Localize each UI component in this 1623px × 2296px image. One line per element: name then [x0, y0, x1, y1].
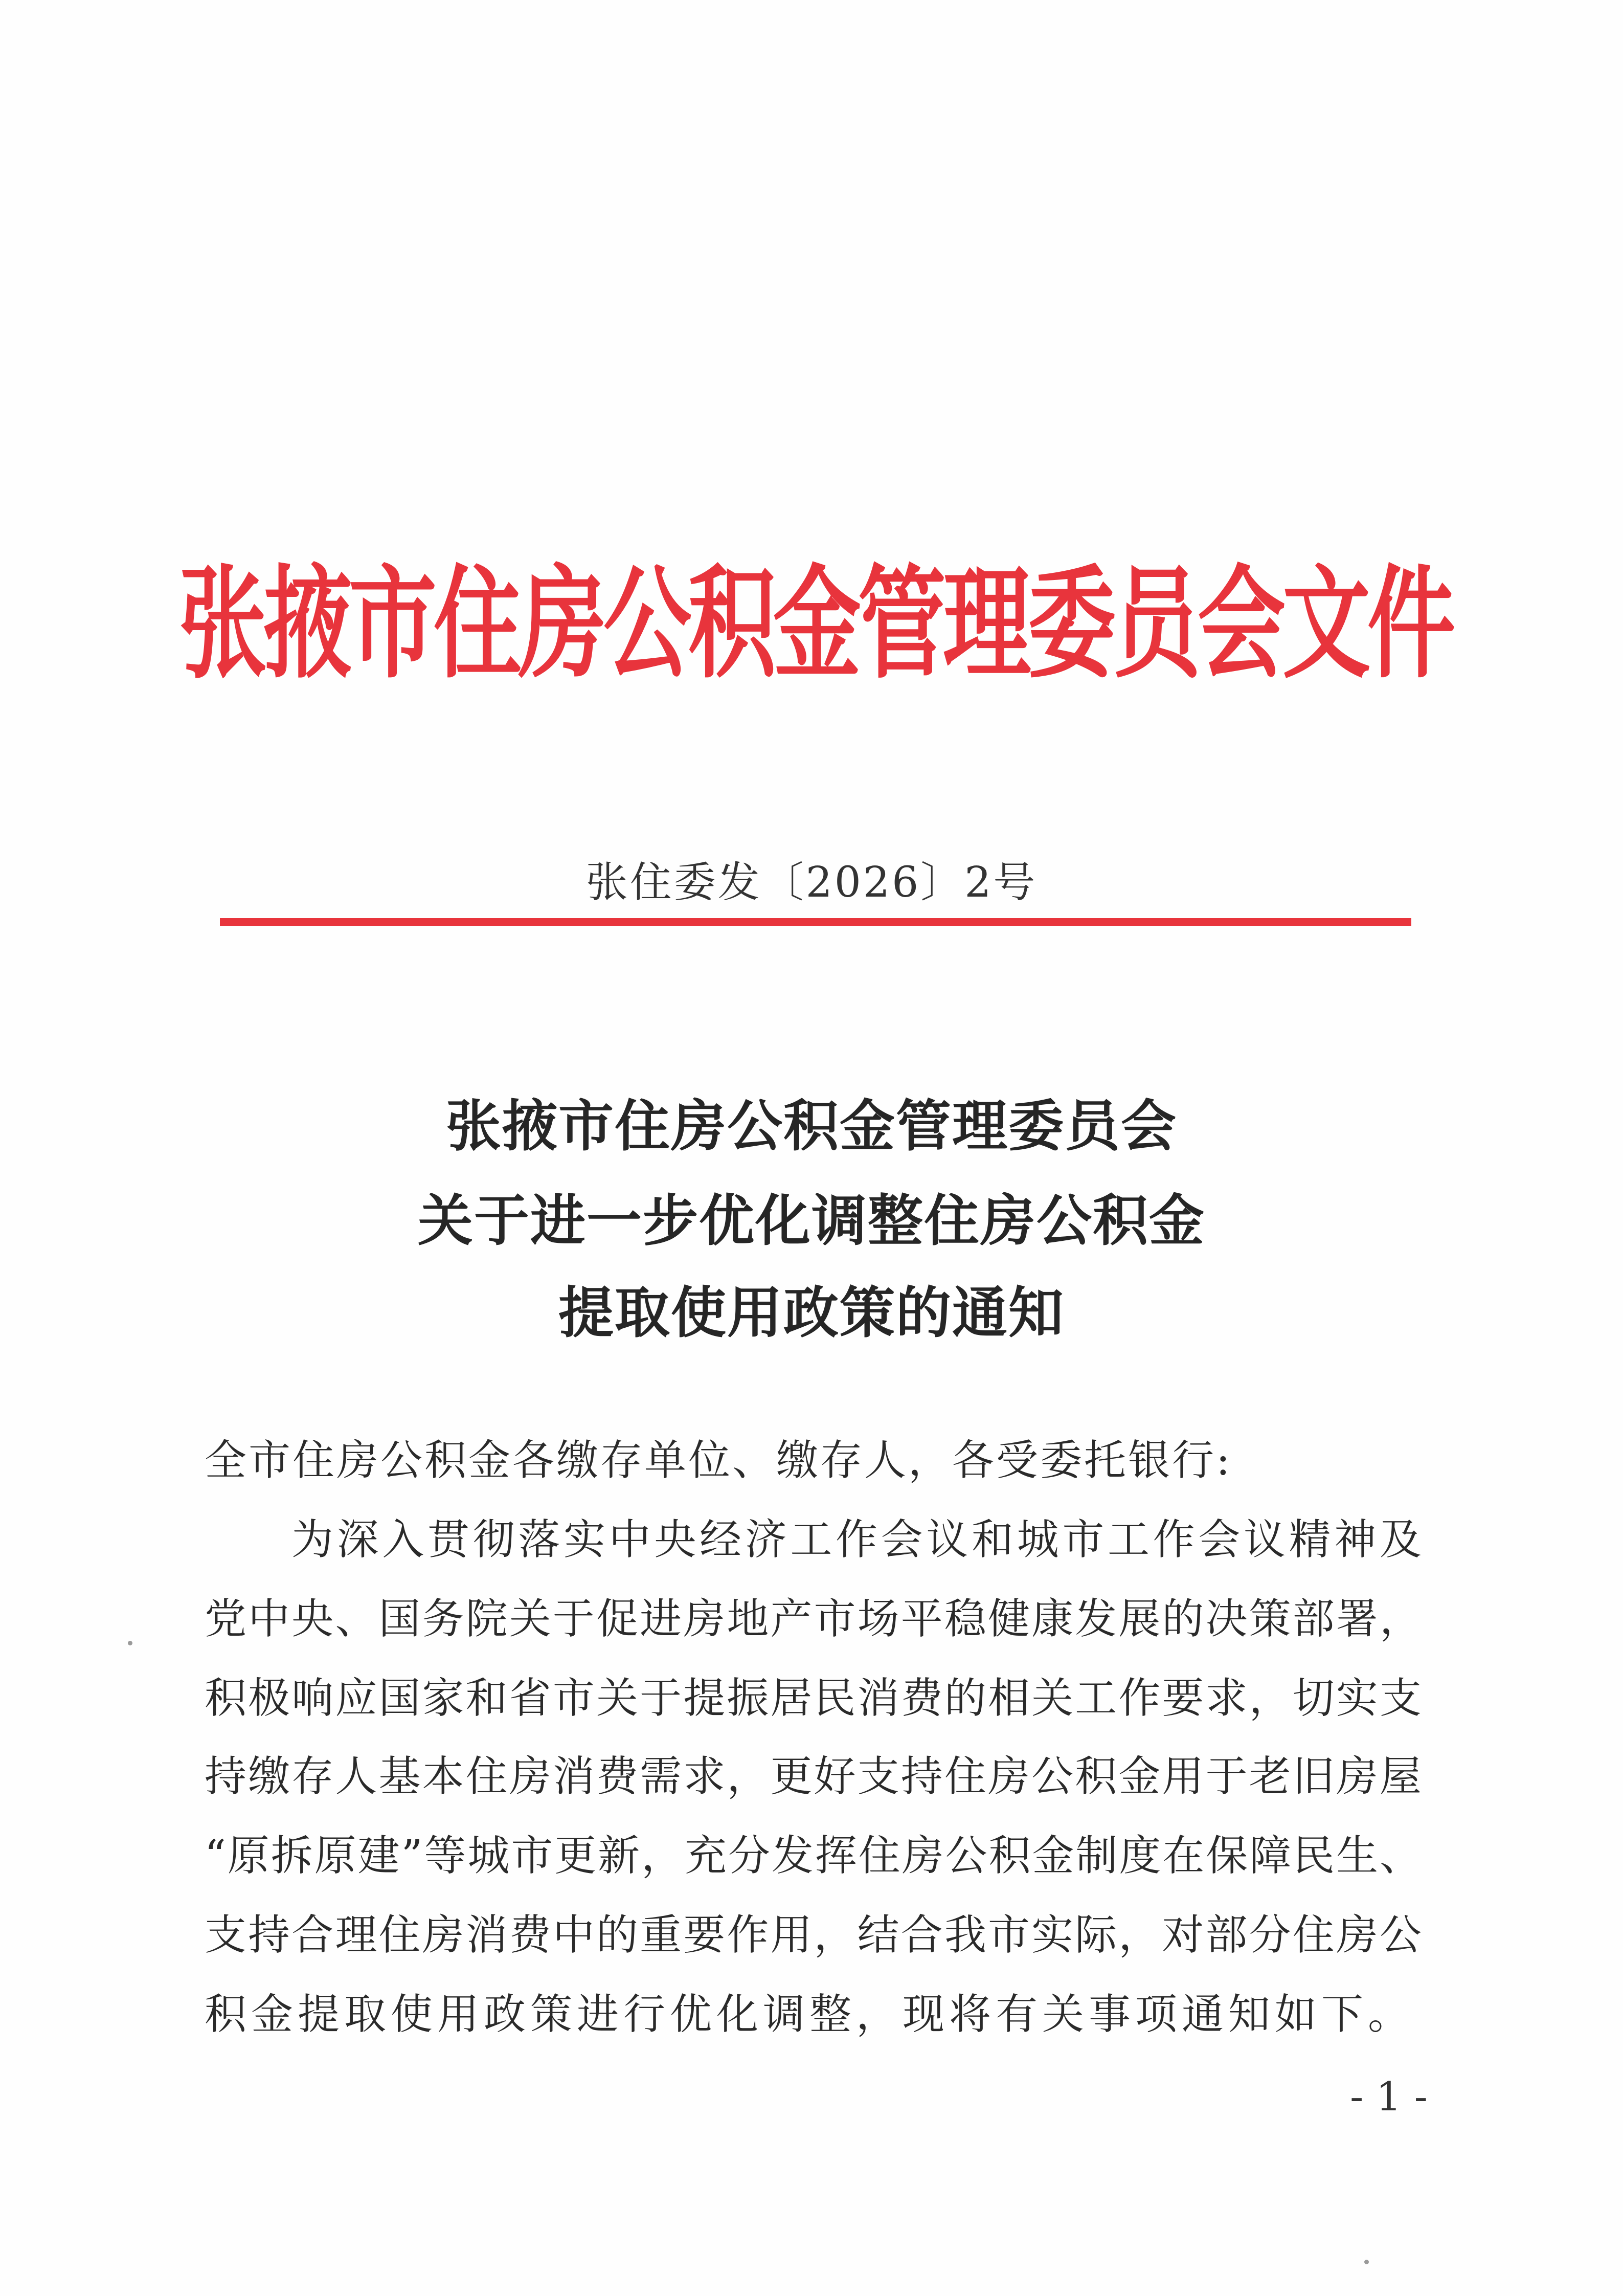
- notice-title-line-2: 关于进一步优化调整住房公积金: [417, 1189, 1205, 1253]
- body-text-line: 积金提取使用政策进行优化调整，现将有关事项通知如下。: [205, 1990, 1415, 2039]
- red-divider-line: [220, 918, 1411, 926]
- scan-speck: [1364, 2260, 1369, 2264]
- body-text-line: 党中央、国务院关于促进房地产市场平稳健康发展的决策部署，: [205, 1595, 1422, 1643]
- body-text-line: 持缴存人基本住房消费需求，更好支持住房公积金用于老旧房屋: [205, 1752, 1422, 1801]
- page-number: - 1 -: [1350, 2074, 1428, 2120]
- notice-title-line-3: 提取使用政策的通知: [558, 1281, 1065, 1345]
- scan-speck: [128, 1641, 132, 1645]
- addressee-line: 全市住房公积金各缴存单位、缴存人，各受委托银行:: [205, 1436, 1232, 1485]
- body-text-line: 支持合理住房消费中的重要作用，结合我市实际，对部分住房公: [205, 1911, 1422, 1959]
- red-header-title: 张掖市住房公积金管理委员会文件: [179, 552, 1452, 695]
- body-text-line: 为深入贯彻落实中央经济工作会议和城市工作会议精神及: [291, 1515, 1422, 1564]
- notice-title-line-1: 张掖市住房公积金管理委员会: [445, 1094, 1177, 1158]
- document-number: 张住委发〔2026〕2号: [585, 858, 1038, 907]
- body-text-line: “原拆原建”等城市更新，充分发挥住房公积金制度在保障民生、: [205, 1832, 1422, 1880]
- body-text-line: 积极响应国家和省市关于提振居民消费的相关工作要求，切实支: [205, 1674, 1422, 1723]
